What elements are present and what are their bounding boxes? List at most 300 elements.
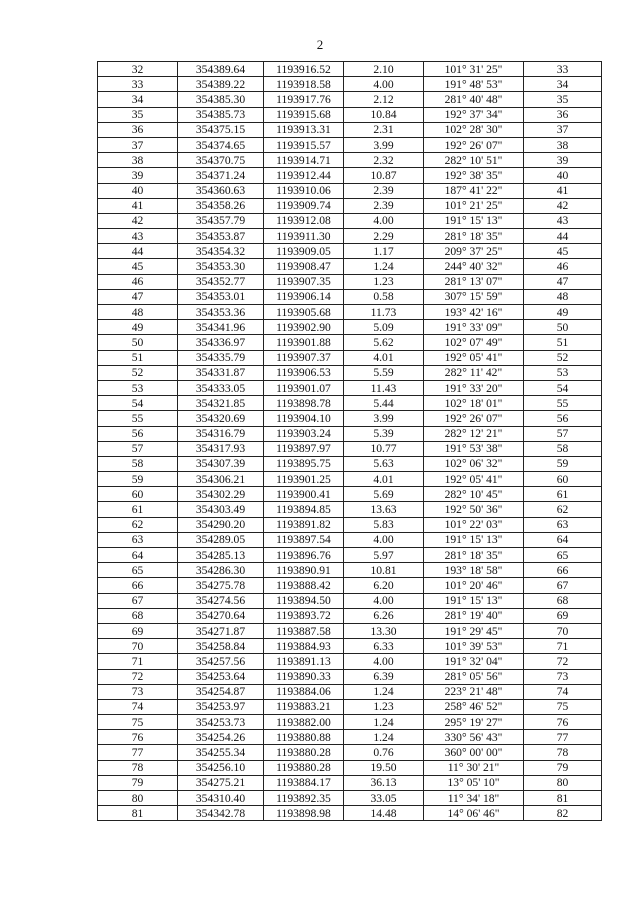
point-number-cell: 79 [98, 775, 178, 790]
y-coordinate-cell: 1193884.17 [264, 775, 344, 790]
next-point-number-cell: 54 [524, 380, 602, 395]
distance-cell: 19.50 [344, 760, 424, 775]
table-row [98, 502, 602, 517]
coordinates-table [97, 61, 602, 821]
distance-cell: 5.09 [344, 320, 424, 335]
bearing-cell: 11° 34' 18" [424, 791, 524, 806]
table-row [98, 320, 602, 335]
next-point-number-cell: 67 [524, 578, 602, 593]
bearing-cell: 102° 28' 30" [424, 122, 524, 137]
distance-cell: 5.97 [344, 548, 424, 563]
point-number-cell: 77 [98, 745, 178, 760]
x-coordinate-cell: 354353.36 [178, 305, 264, 320]
y-coordinate-cell: 1193898.98 [264, 806, 344, 821]
y-coordinate-cell: 1193891.82 [264, 517, 344, 532]
x-coordinate-cell: 354306.21 [178, 472, 264, 487]
x-coordinate-cell: 354354.32 [178, 244, 264, 259]
point-number-cell: 38 [98, 153, 178, 168]
point-number-cell: 81 [98, 806, 178, 821]
x-coordinate-cell: 354374.65 [178, 137, 264, 152]
bearing-cell: 192° 50' 36" [424, 502, 524, 517]
x-coordinate-cell: 354303.49 [178, 502, 264, 517]
y-coordinate-cell: 1193900.41 [264, 487, 344, 502]
y-coordinate-cell: 1193906.53 [264, 365, 344, 380]
y-coordinate-cell: 1193895.75 [264, 456, 344, 471]
table-row [98, 639, 602, 654]
point-number-cell: 40 [98, 183, 178, 198]
bearing-cell: 193° 42' 16" [424, 305, 524, 320]
next-point-number-cell: 75 [524, 699, 602, 714]
y-coordinate-cell: 1193916.52 [264, 62, 344, 77]
bearing-cell: 102° 18' 01" [424, 396, 524, 411]
distance-cell: 4.00 [344, 213, 424, 228]
distance-cell: 3.99 [344, 411, 424, 426]
x-coordinate-cell: 354271.87 [178, 623, 264, 638]
next-point-number-cell: 71 [524, 639, 602, 654]
next-point-number-cell: 42 [524, 198, 602, 213]
point-number-cell: 45 [98, 259, 178, 274]
distance-cell: 3.99 [344, 137, 424, 152]
next-point-number-cell: 68 [524, 593, 602, 608]
x-coordinate-cell: 354253.73 [178, 715, 264, 730]
table-row [98, 380, 602, 395]
bearing-cell: 282° 12' 21" [424, 426, 524, 441]
page-number: 2 [316, 37, 324, 52]
distance-cell: 2.39 [344, 183, 424, 198]
point-number-cell: 56 [98, 426, 178, 441]
bearing-cell: 191° 33' 20" [424, 380, 524, 395]
distance-cell: 5.63 [344, 456, 424, 471]
x-coordinate-cell: 354385.73 [178, 107, 264, 122]
x-coordinate-cell: 354321.85 [178, 396, 264, 411]
bearing-cell: 192° 05' 41" [424, 350, 524, 365]
next-point-number-cell: 80 [524, 775, 602, 790]
point-number-cell: 70 [98, 639, 178, 654]
point-number-cell: 72 [98, 669, 178, 684]
x-coordinate-cell: 354389.64 [178, 62, 264, 77]
distance-cell: 2.31 [344, 122, 424, 137]
y-coordinate-cell: 1193914.71 [264, 153, 344, 168]
y-coordinate-cell: 1193910.06 [264, 183, 344, 198]
distance-cell: 5.62 [344, 335, 424, 350]
y-coordinate-cell: 1193901.25 [264, 472, 344, 487]
next-point-number-cell: 43 [524, 213, 602, 228]
table-row [98, 563, 602, 578]
point-number-cell: 47 [98, 289, 178, 304]
bearing-cell: 101° 21' 25" [424, 198, 524, 213]
x-coordinate-cell: 354320.69 [178, 411, 264, 426]
bearing-cell: 192° 26' 07" [424, 137, 524, 152]
x-coordinate-cell: 354352.77 [178, 274, 264, 289]
point-number-cell: 52 [98, 365, 178, 380]
next-point-number-cell: 59 [524, 456, 602, 471]
next-point-number-cell: 77 [524, 730, 602, 745]
bearing-cell: 191° 15' 13" [424, 532, 524, 547]
table-row [98, 684, 602, 699]
distance-cell: 5.39 [344, 426, 424, 441]
table-row [98, 107, 602, 122]
point-number-cell: 33 [98, 77, 178, 92]
y-coordinate-cell: 1193911.30 [264, 229, 344, 244]
y-coordinate-cell: 1193905.68 [264, 305, 344, 320]
distance-cell: 4.01 [344, 350, 424, 365]
x-coordinate-cell: 354371.24 [178, 168, 264, 183]
table-row [98, 699, 602, 714]
x-coordinate-cell: 354335.79 [178, 350, 264, 365]
next-point-number-cell: 64 [524, 532, 602, 547]
table-row [98, 244, 602, 259]
distance-cell: 0.58 [344, 289, 424, 304]
bearing-cell: 102° 06' 32" [424, 456, 524, 471]
next-point-number-cell: 38 [524, 137, 602, 152]
table-row [98, 92, 602, 107]
x-coordinate-cell: 354353.01 [178, 289, 264, 304]
point-number-cell: 61 [98, 502, 178, 517]
bearing-cell: 192° 05' 41" [424, 472, 524, 487]
point-number-cell: 67 [98, 593, 178, 608]
y-coordinate-cell: 1193888.42 [264, 578, 344, 593]
distance-cell: 10.87 [344, 168, 424, 183]
point-number-cell: 73 [98, 684, 178, 699]
point-number-cell: 39 [98, 168, 178, 183]
y-coordinate-cell: 1193890.91 [264, 563, 344, 578]
y-coordinate-cell: 1193892.35 [264, 791, 344, 806]
point-number-cell: 69 [98, 623, 178, 638]
next-point-number-cell: 48 [524, 289, 602, 304]
table-row [98, 775, 602, 790]
next-point-number-cell: 72 [524, 654, 602, 669]
x-coordinate-cell: 354289.05 [178, 532, 264, 547]
next-point-number-cell: 34 [524, 77, 602, 92]
point-number-cell: 43 [98, 229, 178, 244]
point-number-cell: 59 [98, 472, 178, 487]
bearing-cell: 330° 56' 43" [424, 730, 524, 745]
next-point-number-cell: 65 [524, 548, 602, 563]
y-coordinate-cell: 1193918.58 [264, 77, 344, 92]
y-coordinate-cell: 1193893.72 [264, 608, 344, 623]
distance-cell: 6.26 [344, 608, 424, 623]
y-coordinate-cell: 1193913.31 [264, 122, 344, 137]
bearing-cell: 191° 29' 45" [424, 623, 524, 638]
table-row [98, 487, 602, 502]
point-number-cell: 66 [98, 578, 178, 593]
point-number-cell: 44 [98, 244, 178, 259]
bearing-cell: 191° 15' 13" [424, 593, 524, 608]
x-coordinate-cell: 354353.30 [178, 259, 264, 274]
bearing-cell: 307° 15' 59" [424, 289, 524, 304]
y-coordinate-cell: 1193915.68 [264, 107, 344, 122]
table-row [98, 517, 602, 532]
x-coordinate-cell: 354370.75 [178, 153, 264, 168]
table-row [98, 456, 602, 471]
next-point-number-cell: 33 [524, 62, 602, 77]
x-coordinate-cell: 354253.97 [178, 699, 264, 714]
distance-cell: 33.05 [344, 791, 424, 806]
next-point-number-cell: 60 [524, 472, 602, 487]
point-number-cell: 34 [98, 92, 178, 107]
bearing-cell: 295° 19' 27" [424, 715, 524, 730]
distance-cell: 4.00 [344, 654, 424, 669]
next-point-number-cell: 44 [524, 229, 602, 244]
y-coordinate-cell: 1193904.10 [264, 411, 344, 426]
y-coordinate-cell: 1193907.37 [264, 350, 344, 365]
bearing-cell: 281° 40' 48" [424, 92, 524, 107]
table-row [98, 608, 602, 623]
point-number-cell: 64 [98, 548, 178, 563]
y-coordinate-cell: 1193901.88 [264, 335, 344, 350]
table-row [98, 62, 602, 77]
y-coordinate-cell: 1193908.47 [264, 259, 344, 274]
distance-cell: 13.63 [344, 502, 424, 517]
x-coordinate-cell: 354286.30 [178, 563, 264, 578]
x-coordinate-cell: 354285.13 [178, 548, 264, 563]
table-row [98, 350, 602, 365]
y-coordinate-cell: 1193903.24 [264, 426, 344, 441]
x-coordinate-cell: 354360.63 [178, 183, 264, 198]
distance-cell: 1.24 [344, 684, 424, 699]
table-row [98, 730, 602, 745]
y-coordinate-cell: 1193880.88 [264, 730, 344, 745]
x-coordinate-cell: 354270.64 [178, 608, 264, 623]
x-coordinate-cell: 354256.10 [178, 760, 264, 775]
y-coordinate-cell: 1193909.05 [264, 244, 344, 259]
next-point-number-cell: 45 [524, 244, 602, 259]
table-row [98, 472, 602, 487]
next-point-number-cell: 40 [524, 168, 602, 183]
y-coordinate-cell: 1193884.93 [264, 639, 344, 654]
next-point-number-cell: 41 [524, 183, 602, 198]
x-coordinate-cell: 354358.26 [178, 198, 264, 213]
next-point-number-cell: 79 [524, 760, 602, 775]
y-coordinate-cell: 1193912.44 [264, 168, 344, 183]
table-row [98, 122, 602, 137]
next-point-number-cell: 74 [524, 684, 602, 699]
distance-cell: 11.43 [344, 380, 424, 395]
bearing-cell: 282° 10' 51" [424, 153, 524, 168]
y-coordinate-cell: 1193890.33 [264, 669, 344, 684]
point-number-cell: 78 [98, 760, 178, 775]
distance-cell: 6.33 [344, 639, 424, 654]
x-coordinate-cell: 354275.21 [178, 775, 264, 790]
next-point-number-cell: 50 [524, 320, 602, 335]
x-coordinate-cell: 354357.79 [178, 213, 264, 228]
next-point-number-cell: 63 [524, 517, 602, 532]
table-row [98, 548, 602, 563]
y-coordinate-cell: 1193891.13 [264, 654, 344, 669]
distance-cell: 2.12 [344, 92, 424, 107]
bearing-cell: 191° 32' 04" [424, 654, 524, 669]
table-row [98, 715, 602, 730]
bearing-cell: 281° 05' 56" [424, 669, 524, 684]
y-coordinate-cell: 1193902.90 [264, 320, 344, 335]
y-coordinate-cell: 1193884.06 [264, 684, 344, 699]
bearing-cell: 13° 05' 10" [424, 775, 524, 790]
point-number-cell: 62 [98, 517, 178, 532]
y-coordinate-cell: 1193880.28 [264, 745, 344, 760]
y-coordinate-cell: 1193906.14 [264, 289, 344, 304]
y-coordinate-cell: 1193912.08 [264, 213, 344, 228]
distance-cell: 2.39 [344, 198, 424, 213]
bearing-cell: 192° 26' 07" [424, 411, 524, 426]
distance-cell: 14.48 [344, 806, 424, 821]
point-number-cell: 51 [98, 350, 178, 365]
point-number-cell: 42 [98, 213, 178, 228]
next-point-number-cell: 39 [524, 153, 602, 168]
bearing-cell: 102° 07' 49" [424, 335, 524, 350]
y-coordinate-cell: 1193887.58 [264, 623, 344, 638]
table-row [98, 593, 602, 608]
distance-cell: 1.23 [344, 699, 424, 714]
y-coordinate-cell: 1193896.76 [264, 548, 344, 563]
distance-cell: 5.59 [344, 365, 424, 380]
y-coordinate-cell: 1193894.50 [264, 593, 344, 608]
distance-cell: 5.83 [344, 517, 424, 532]
point-number-cell: 53 [98, 380, 178, 395]
distance-cell: 1.23 [344, 274, 424, 289]
x-coordinate-cell: 354389.22 [178, 77, 264, 92]
x-coordinate-cell: 354253.64 [178, 669, 264, 684]
bearing-cell: 101° 22' 03" [424, 517, 524, 532]
distance-cell: 4.01 [344, 472, 424, 487]
x-coordinate-cell: 354290.20 [178, 517, 264, 532]
next-point-number-cell: 37 [524, 122, 602, 137]
distance-cell: 4.00 [344, 532, 424, 547]
bearing-cell: 281° 13' 07" [424, 274, 524, 289]
bearing-cell: 14° 06' 46" [424, 806, 524, 821]
x-coordinate-cell: 354333.05 [178, 380, 264, 395]
point-number-cell: 57 [98, 441, 178, 456]
bearing-cell: 191° 48' 53" [424, 77, 524, 92]
x-coordinate-cell: 354302.29 [178, 487, 264, 502]
distance-cell: 6.20 [344, 578, 424, 593]
distance-cell: 5.44 [344, 396, 424, 411]
table-row [98, 760, 602, 775]
coordinates-table-body [98, 62, 602, 821]
x-coordinate-cell: 354310.40 [178, 791, 264, 806]
x-coordinate-cell: 354375.15 [178, 122, 264, 137]
table-row [98, 441, 602, 456]
next-point-number-cell: 46 [524, 259, 602, 274]
distance-cell: 10.84 [344, 107, 424, 122]
y-coordinate-cell: 1193880.28 [264, 760, 344, 775]
x-coordinate-cell: 354342.78 [178, 806, 264, 821]
y-coordinate-cell: 1193894.85 [264, 502, 344, 517]
next-point-number-cell: 76 [524, 715, 602, 730]
x-coordinate-cell: 354258.84 [178, 639, 264, 654]
y-coordinate-cell: 1193901.07 [264, 380, 344, 395]
distance-cell: 6.39 [344, 669, 424, 684]
table-row [98, 289, 602, 304]
y-coordinate-cell: 1193917.76 [264, 92, 344, 107]
next-point-number-cell: 56 [524, 411, 602, 426]
next-point-number-cell: 55 [524, 396, 602, 411]
x-coordinate-cell: 354274.56 [178, 593, 264, 608]
next-point-number-cell: 82 [524, 806, 602, 821]
x-coordinate-cell: 354255.34 [178, 745, 264, 760]
y-coordinate-cell: 1193882.00 [264, 715, 344, 730]
point-number-cell: 76 [98, 730, 178, 745]
bearing-cell: 282° 11' 42" [424, 365, 524, 380]
table-row [98, 198, 602, 213]
next-point-number-cell: 47 [524, 274, 602, 289]
distance-cell: 11.73 [344, 305, 424, 320]
table-row [98, 137, 602, 152]
distance-cell: 2.32 [344, 153, 424, 168]
table-row [98, 426, 602, 441]
distance-cell: 1.17 [344, 244, 424, 259]
bearing-cell: 209° 37' 25" [424, 244, 524, 259]
bearing-cell: 191° 33' 09" [424, 320, 524, 335]
table-row [98, 532, 602, 547]
point-number-cell: 32 [98, 62, 178, 77]
y-coordinate-cell: 1193915.57 [264, 137, 344, 152]
table-row [98, 77, 602, 92]
point-number-cell: 36 [98, 122, 178, 137]
table-row [98, 669, 602, 684]
bearing-cell: 281° 18' 35" [424, 229, 524, 244]
table-row [98, 335, 602, 350]
bearing-cell: 101° 39' 53" [424, 639, 524, 654]
bearing-cell: 191° 15' 13" [424, 213, 524, 228]
table-row [98, 396, 602, 411]
y-coordinate-cell: 1193909.74 [264, 198, 344, 213]
next-point-number-cell: 35 [524, 92, 602, 107]
distance-cell: 4.00 [344, 593, 424, 608]
point-number-cell: 60 [98, 487, 178, 502]
y-coordinate-cell: 1193897.97 [264, 441, 344, 456]
table-row [98, 745, 602, 760]
table-row [98, 153, 602, 168]
x-coordinate-cell: 354331.87 [178, 365, 264, 380]
distance-cell: 2.29 [344, 229, 424, 244]
x-coordinate-cell: 354353.87 [178, 229, 264, 244]
x-coordinate-cell: 354385.30 [178, 92, 264, 107]
bearing-cell: 192° 38' 35" [424, 168, 524, 183]
bearing-cell: 192° 37' 34" [424, 107, 524, 122]
point-number-cell: 63 [98, 532, 178, 547]
table-row [98, 365, 602, 380]
distance-cell: 5.69 [344, 487, 424, 502]
table-row [98, 578, 602, 593]
table-row [98, 229, 602, 244]
x-coordinate-cell: 354336.97 [178, 335, 264, 350]
distance-cell: 1.24 [344, 730, 424, 745]
next-point-number-cell: 69 [524, 608, 602, 623]
distance-cell: 10.77 [344, 441, 424, 456]
next-point-number-cell: 49 [524, 305, 602, 320]
table-row [98, 654, 602, 669]
x-coordinate-cell: 354254.26 [178, 730, 264, 745]
point-number-cell: 80 [98, 791, 178, 806]
next-point-number-cell: 61 [524, 487, 602, 502]
point-number-cell: 75 [98, 715, 178, 730]
x-coordinate-cell: 354307.39 [178, 456, 264, 471]
bearing-cell: 101° 20' 46" [424, 578, 524, 593]
point-number-cell: 35 [98, 107, 178, 122]
bearing-cell: 282° 10' 45" [424, 487, 524, 502]
table-row [98, 305, 602, 320]
bearing-cell: 360° 00' 00" [424, 745, 524, 760]
next-point-number-cell: 73 [524, 669, 602, 684]
table-row [98, 274, 602, 289]
bearing-cell: 281° 18' 35" [424, 548, 524, 563]
next-point-number-cell: 57 [524, 426, 602, 441]
next-point-number-cell: 52 [524, 350, 602, 365]
table-row [98, 411, 602, 426]
x-coordinate-cell: 354317.93 [178, 441, 264, 456]
y-coordinate-cell: 1193907.35 [264, 274, 344, 289]
distance-cell: 1.24 [344, 715, 424, 730]
